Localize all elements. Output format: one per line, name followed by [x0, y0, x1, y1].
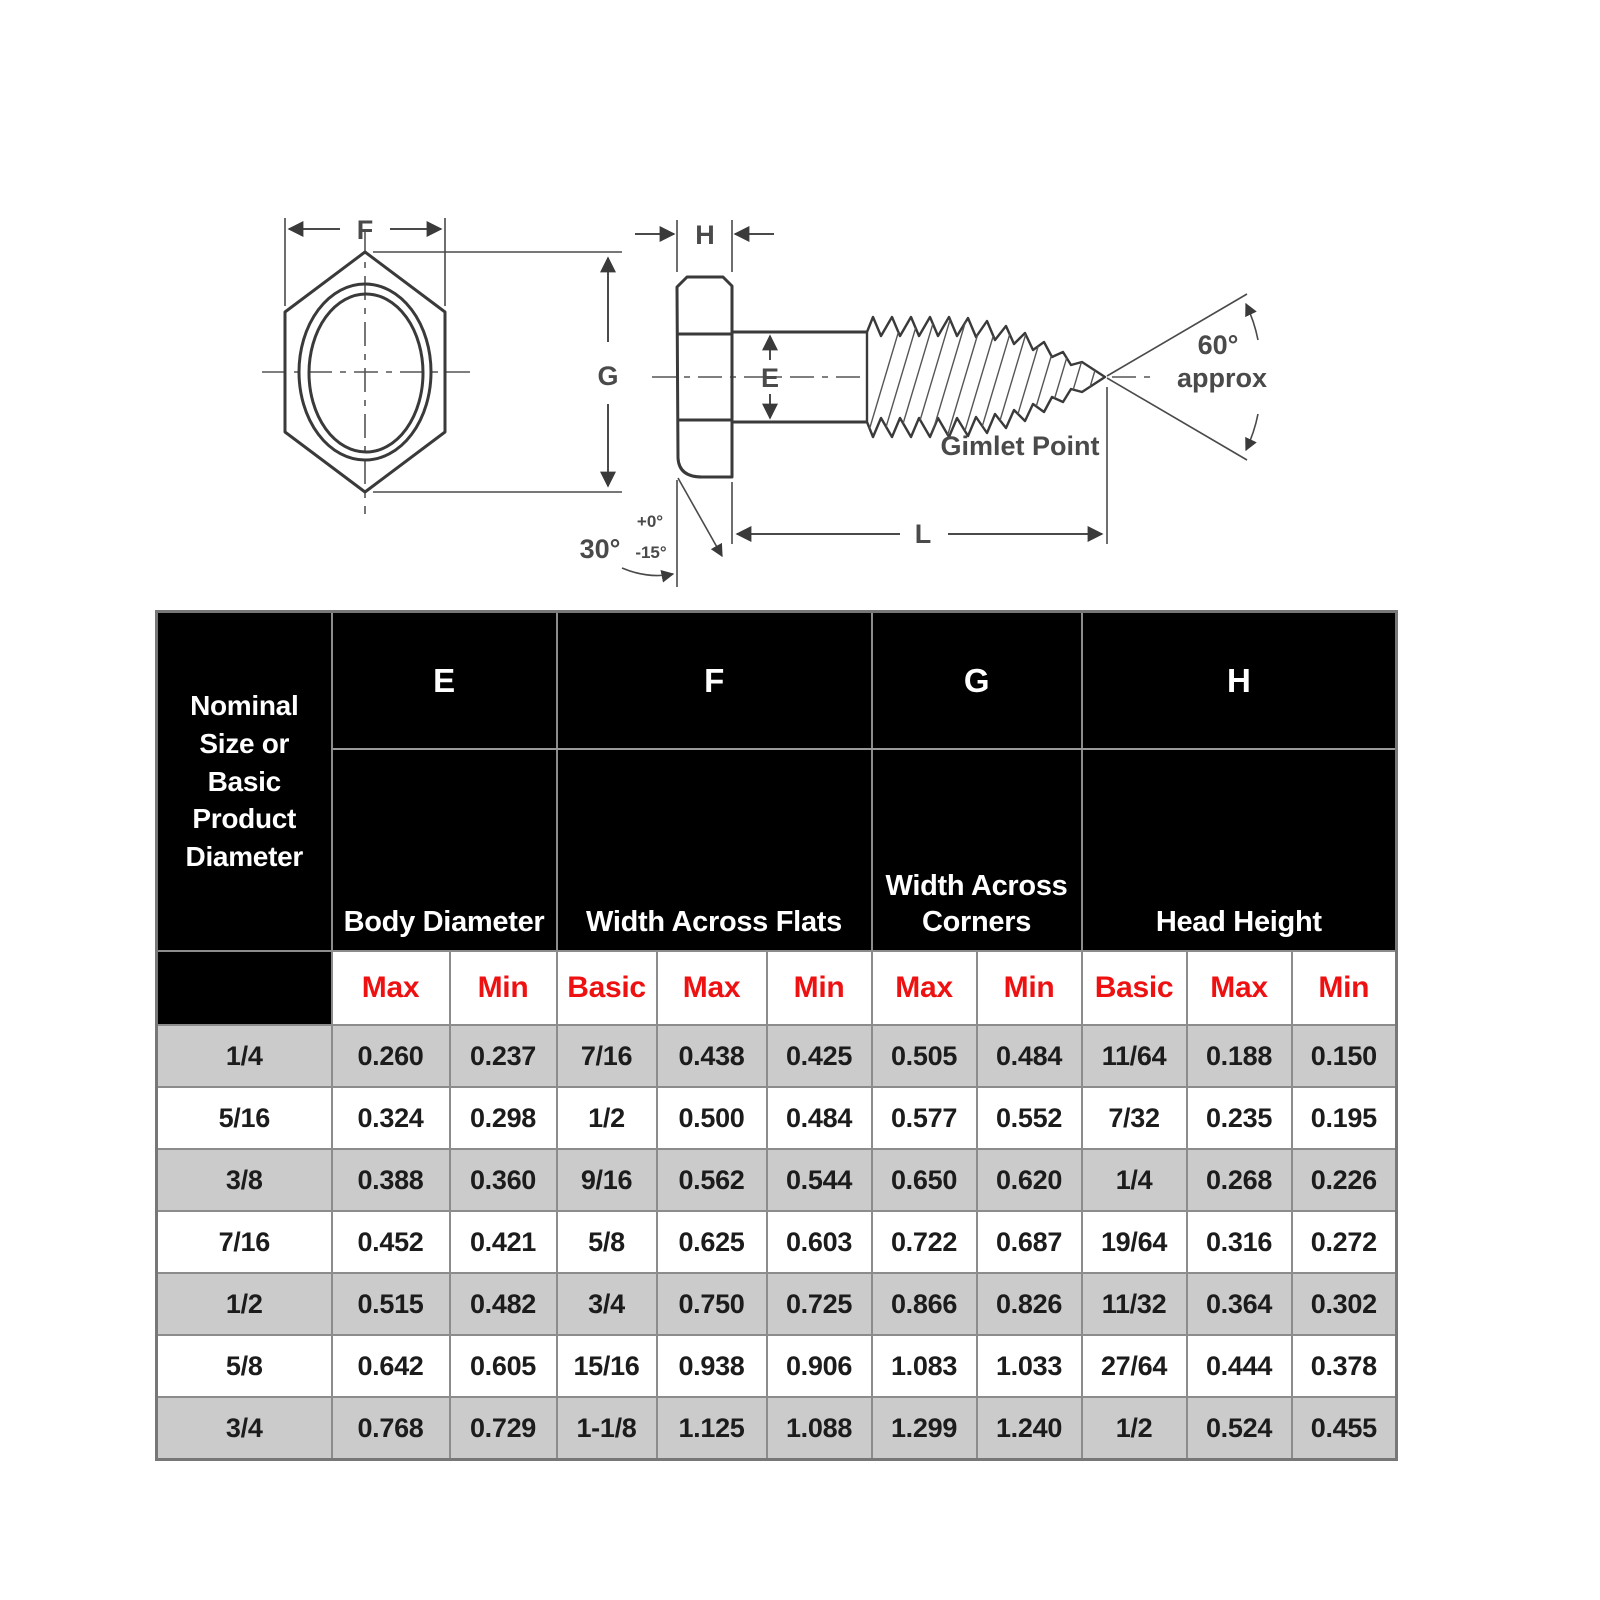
value-cell: 0.642: [332, 1335, 450, 1397]
group-name-head-height: Head Height: [1082, 749, 1397, 951]
dim-label-e: E: [760, 363, 780, 393]
value-cell: 0.364: [1187, 1273, 1292, 1335]
value-cell: 0.725: [767, 1273, 872, 1335]
value-cell: 0.237: [450, 1025, 557, 1087]
value-cell: 0.388: [332, 1149, 450, 1211]
subcolumn-header: Min: [450, 951, 557, 1025]
value-cell: 0.235: [1187, 1087, 1292, 1149]
group-header-H: H: [1082, 612, 1397, 750]
value-cell: 0.438: [657, 1025, 767, 1087]
lag-screw-side-view: [580, 220, 1267, 587]
group-name-body-diameter: Body Diameter: [332, 749, 557, 951]
value-cell: 0.906: [767, 1335, 872, 1397]
value-cell: 1/2: [557, 1087, 657, 1149]
value-cell: 0.722: [872, 1211, 977, 1273]
value-cell: 1.033: [977, 1335, 1082, 1397]
value-cell: 1/2: [1082, 1397, 1187, 1460]
subcolumn-header: Max: [1187, 951, 1292, 1025]
dim-label-h: H: [695, 220, 715, 250]
value-cell: 0.226: [1292, 1149, 1397, 1211]
subcolumn-header: Min: [1292, 951, 1397, 1025]
dim-H: [635, 220, 774, 272]
value-cell: 0.625: [657, 1211, 767, 1273]
value-cell: 1.125: [657, 1397, 767, 1460]
table-row: [157, 1397, 1397, 1460]
value-cell: 0.268: [1187, 1149, 1292, 1211]
value-cell: 0.524: [1187, 1397, 1292, 1460]
value-cell: 0.188: [1187, 1025, 1292, 1087]
nominal-size-cell: 5/16: [157, 1087, 332, 1149]
value-cell: 0.360: [450, 1149, 557, 1211]
dim-label-l: L: [914, 519, 932, 549]
thread-outline: [867, 317, 1105, 437]
value-cell: 0.650: [872, 1149, 977, 1211]
value-cell: 0.603: [767, 1211, 872, 1273]
subcolumn-header: Basic: [1082, 951, 1187, 1025]
value-cell: 0.260: [332, 1025, 450, 1087]
nominal-size-cell: 1/4: [157, 1025, 332, 1087]
subcolumn-header: Max: [872, 951, 977, 1025]
value-cell: 0.605: [450, 1335, 557, 1397]
angle-60-label: 60°: [1197, 330, 1239, 360]
table-row: [157, 1211, 1397, 1273]
lag-screw-svg: [280, 182, 1280, 587]
nominal-size-cell: 5/8: [157, 1335, 332, 1397]
value-cell: 0.505: [872, 1025, 977, 1087]
nominal-size-cell: 7/16: [157, 1211, 332, 1273]
table-row: [157, 1025, 1397, 1087]
value-cell: 11/64: [1082, 1025, 1187, 1087]
value-cell: 0.687: [977, 1211, 1082, 1273]
value-cell: 0.729: [450, 1397, 557, 1460]
value-cell: 0.484: [977, 1025, 1082, 1087]
value-cell: 7/32: [1082, 1087, 1187, 1149]
value-cell: 0.444: [1187, 1335, 1292, 1397]
value-cell: 0.552: [977, 1087, 1082, 1149]
value-cell: 3/4: [557, 1273, 657, 1335]
value-cell: 0.272: [1292, 1211, 1397, 1273]
subcolumn-header-row: [157, 951, 1397, 1025]
value-cell: 0.750: [657, 1273, 767, 1335]
value-cell: 0.515: [332, 1273, 450, 1335]
value-cell: 0.421: [450, 1211, 557, 1273]
value-cell: 0.768: [332, 1397, 450, 1460]
subcolumn-header: Max: [332, 951, 450, 1025]
value-cell: 9/16: [557, 1149, 657, 1211]
dim-E: [761, 336, 779, 418]
approx-label: approx: [1176, 363, 1268, 393]
value-cell: 7/16: [557, 1025, 657, 1087]
value-cell: 0.378: [1292, 1335, 1397, 1397]
value-cell: 5/8: [557, 1211, 657, 1273]
gimlet-point-label: Gimlet Point: [940, 431, 1100, 461]
group-header-F: F: [557, 612, 872, 750]
subcolumn-header: Max: [657, 951, 767, 1025]
lag-screw-drawing: [280, 182, 1280, 587]
value-cell: 1-1/8: [557, 1397, 657, 1460]
subcolumn-header: Min: [767, 951, 872, 1025]
dim-label-g: G: [597, 361, 619, 391]
hex-head-front-view: [262, 215, 622, 514]
subcolumn-header: Min: [977, 951, 1082, 1025]
value-cell: 1/4: [1082, 1149, 1187, 1211]
value-cell: 0.544: [767, 1149, 872, 1211]
nominal-size-cell: 3/4: [157, 1397, 332, 1460]
group-name-row: [157, 749, 1397, 951]
value-cell: 0.866: [872, 1273, 977, 1335]
corner-header: Nominal Size or Basic Product Diameter: [157, 612, 332, 952]
value-cell: 0.316: [1187, 1211, 1292, 1273]
value-cell: 1.299: [872, 1397, 977, 1460]
table-row: [157, 1087, 1397, 1149]
dim-label-f: F: [356, 215, 374, 245]
value-cell: 0.302: [1292, 1273, 1397, 1335]
letter-header-row: [157, 612, 1397, 750]
value-cell: 0.826: [977, 1273, 1082, 1335]
value-cell: 0.324: [332, 1087, 450, 1149]
value-cell: 0.577: [872, 1087, 977, 1149]
tolerance-plus-label: +0°: [636, 512, 664, 531]
table-header: [157, 612, 1397, 1026]
value-cell: 0.482: [450, 1273, 557, 1335]
table-row: [157, 1149, 1397, 1211]
value-cell: 15/16: [557, 1335, 657, 1397]
group-name-width-across-corners: Width Across Corners: [872, 749, 1082, 951]
value-cell: 0.452: [332, 1211, 450, 1273]
value-cell: 0.620: [977, 1149, 1082, 1211]
value-cell: 27/64: [1082, 1335, 1187, 1397]
chamfer-angle-callout: [580, 478, 722, 587]
value-cell: 0.150: [1292, 1025, 1397, 1087]
group-name-width-across-flats: Width Across Flats: [557, 749, 872, 951]
value-cell: 1.240: [977, 1397, 1082, 1460]
value-cell: 19/64: [1082, 1211, 1187, 1273]
nominal-size-cell: 1/2: [157, 1273, 332, 1335]
table-row: [157, 1273, 1397, 1335]
subcolumn-header: Basic: [557, 951, 657, 1025]
value-cell: 1.088: [767, 1397, 872, 1460]
value-cell: 0.298: [450, 1087, 557, 1149]
table-body: [157, 1025, 1397, 1460]
value-cell: 0.938: [657, 1335, 767, 1397]
value-cell: 0.455: [1292, 1397, 1397, 1460]
group-header-E: E: [332, 612, 557, 750]
angle-30-label: 30°: [579, 534, 621, 564]
head-circle-inner: [309, 294, 423, 452]
value-cell: 0.484: [767, 1087, 872, 1149]
value-cell: 11/32: [1082, 1273, 1187, 1335]
value-cell: 0.500: [657, 1087, 767, 1149]
group-header-G: G: [872, 612, 1082, 750]
nominal-size-cell: 3/8: [157, 1149, 332, 1211]
tolerance-minus-label: -15°: [635, 543, 667, 562]
table-row: [157, 1335, 1397, 1397]
corner-blank-cell: [157, 951, 332, 1025]
value-cell: 0.195: [1292, 1087, 1397, 1149]
value-cell: 1.083: [872, 1335, 977, 1397]
value-cell: 0.562: [657, 1149, 767, 1211]
lag-screw-dimension-table: [155, 610, 1398, 1461]
value-cell: 0.425: [767, 1025, 872, 1087]
